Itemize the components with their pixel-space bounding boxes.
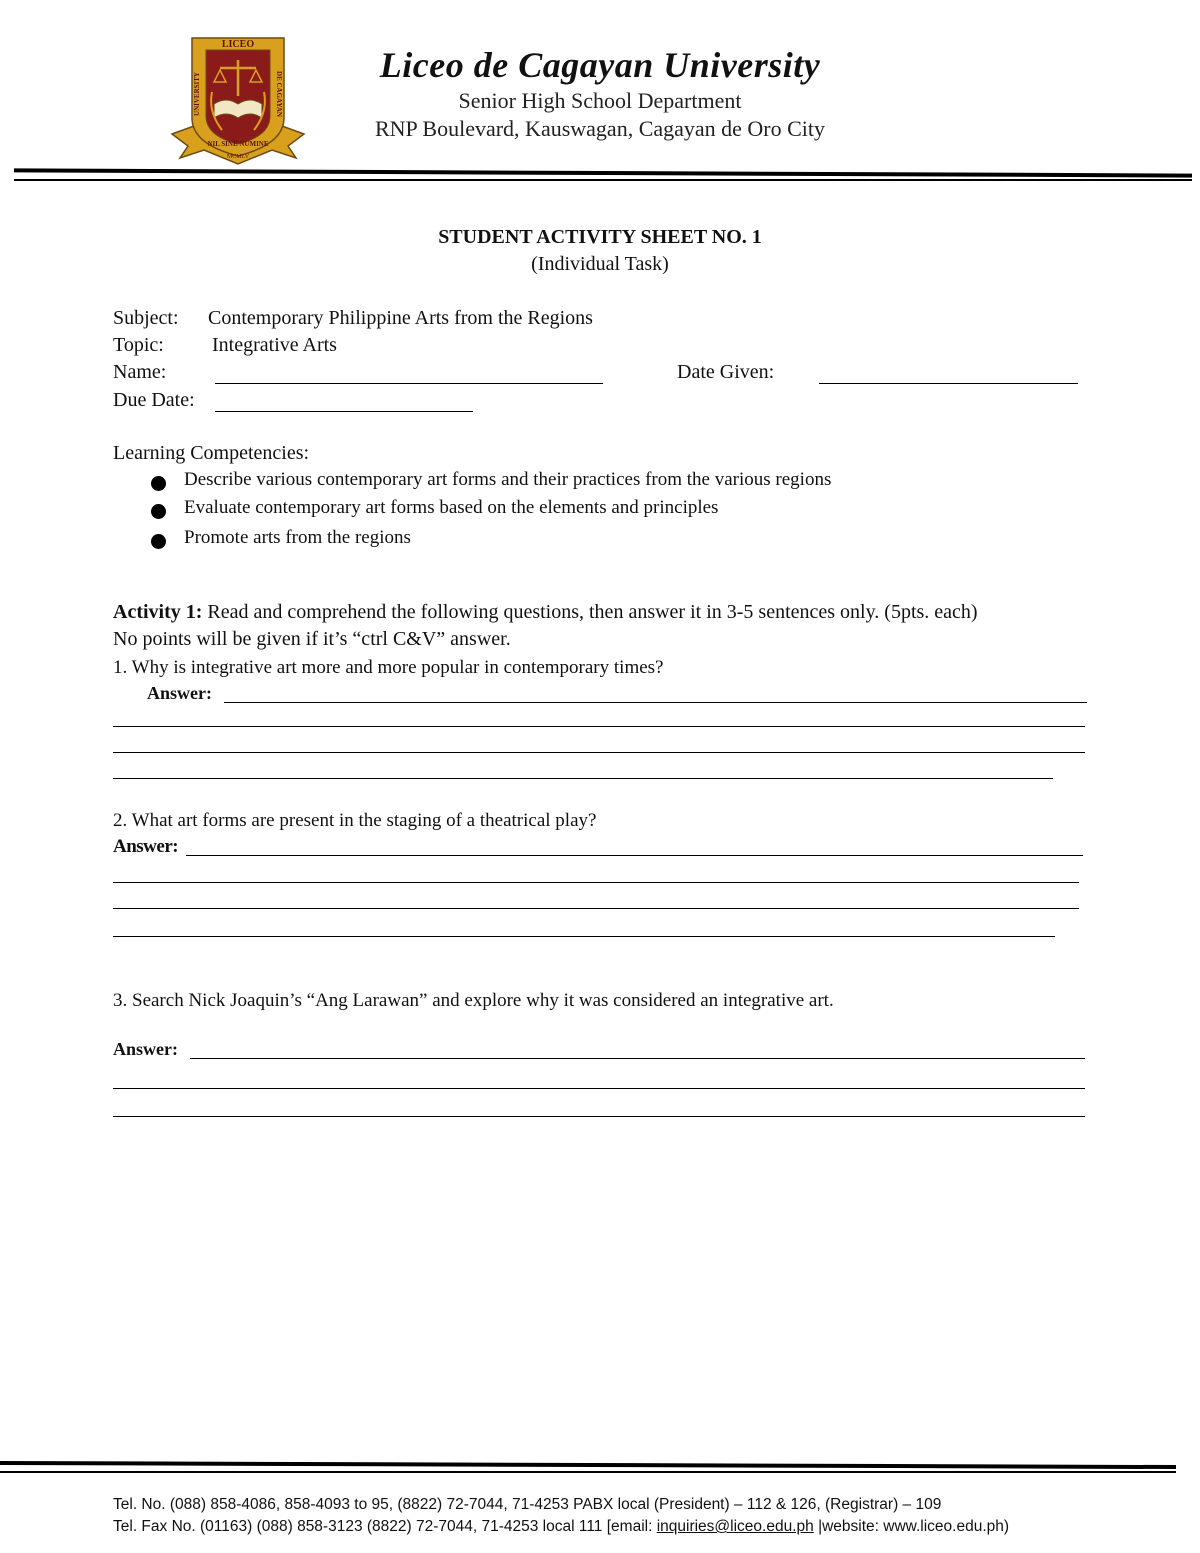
- answer-1-label: Answer:: [147, 683, 212, 703]
- header-divider: [0, 168, 1200, 190]
- answer-1-line[interactable]: [113, 726, 1085, 727]
- competency-item: Describe various contemporary art forms and their practices from the various regions: [184, 469, 832, 490]
- bullet-icon: [151, 534, 166, 549]
- university-address: RNP Boulevard, Kauswagan, Cagayan de Oro City: [374, 116, 826, 141]
- activity-label: Activity 1:: [113, 601, 203, 623]
- activity-instruction: Read and comprehend the following questions, then answer it in 3-5 sentences only. (5pts. each): [207, 601, 978, 623]
- due-date-field[interactable]: [215, 411, 473, 412]
- answer-3-line[interactable]: [190, 1058, 1085, 1059]
- footer-email-link[interactable]: inquiries@liceo.edu.ph: [656, 1518, 814, 1535]
- competencies-heading: Learning Competencies:: [113, 442, 310, 464]
- answer-1-line[interactable]: [113, 752, 1085, 753]
- sheet-subtitle: (Individual Task): [531, 253, 669, 275]
- date-given-label: Date Given:: [677, 361, 775, 383]
- answer-2-line[interactable]: [113, 882, 1079, 883]
- activity-note: No points will be given if it’s “ctrl C&V” answer.: [113, 628, 511, 650]
- subject-label: Subject:: [113, 307, 179, 329]
- answer-3-line[interactable]: [113, 1088, 1085, 1089]
- answer-2-line[interactable]: [113, 908, 1079, 909]
- seal-left-text: UNIVERSITY: [193, 72, 201, 116]
- answer-1-line[interactable]: [224, 702, 1087, 703]
- competency-item: Evaluate contemporary art forms based on the elements and principles: [184, 497, 719, 518]
- activity-instruction-line: [113, 601, 978, 624]
- footer-contact-line: [113, 1518, 1009, 1536]
- seal-year-text: MCMLV: [226, 154, 250, 160]
- question-2: 2. What art forms are present in the staging of a theatrical play?: [113, 810, 597, 831]
- name-label: Name:: [113, 361, 167, 383]
- name-field[interactable]: [215, 383, 603, 384]
- topic-value: Integrative Arts: [212, 334, 337, 356]
- topic-label: Topic:: [113, 334, 164, 356]
- answer-1-line[interactable]: [113, 778, 1053, 779]
- due-date-label: Due Date:: [113, 389, 195, 411]
- date-given-field[interactable]: [819, 383, 1078, 384]
- answer-2-line[interactable]: [186, 855, 1083, 856]
- department-name: Senior High School Department: [458, 88, 742, 113]
- seal-ribbon-text: NIL SINE NUMINE: [207, 140, 269, 148]
- university-name: Liceo de Cagayan University: [379, 45, 821, 85]
- sheet-title: STUDENT ACTIVITY SHEET NO. 1: [438, 226, 762, 248]
- question-1: 1. Why is integrative art more and more popular in contemporary times?: [113, 657, 664, 678]
- seal-top-text: LICEO: [221, 39, 255, 50]
- footer-website-text: |website: www.liceo.edu.ph): [813, 1518, 1010, 1535]
- answer-2-label: Answer:: [113, 836, 179, 857]
- subject-value: Contemporary Philippine Arts from the Regions: [208, 307, 593, 329]
- competency-item: Promote arts from the regions: [184, 527, 411, 548]
- seal-right-text: DE CAGAYAN: [275, 71, 283, 117]
- footer-divider: [0, 1460, 1200, 1482]
- bullet-icon: [151, 504, 166, 519]
- answer-3-line[interactable]: [113, 1116, 1085, 1117]
- answer-3-label: Answer:: [113, 1039, 178, 1059]
- question-3: 3. Search Nick Joaquin’s “Ang Larawan” and explore why it was considered an integrative art.: [113, 990, 834, 1011]
- footer-fax-text: Tel. Fax No. (01163) (088) 858-3123 (8822) 72-7044, 71-4253 local 111 [email:: [113, 1518, 657, 1535]
- answer-2-line[interactable]: [113, 936, 1055, 937]
- bullet-icon: [151, 476, 166, 491]
- footer-phone-line: Tel. No. (088) 858-4086, 858-4093 to 95, (8822) 72-7044, 71-4253 PABX local (President) – 112 & 126, (Registrar) – 109: [113, 1496, 942, 1513]
